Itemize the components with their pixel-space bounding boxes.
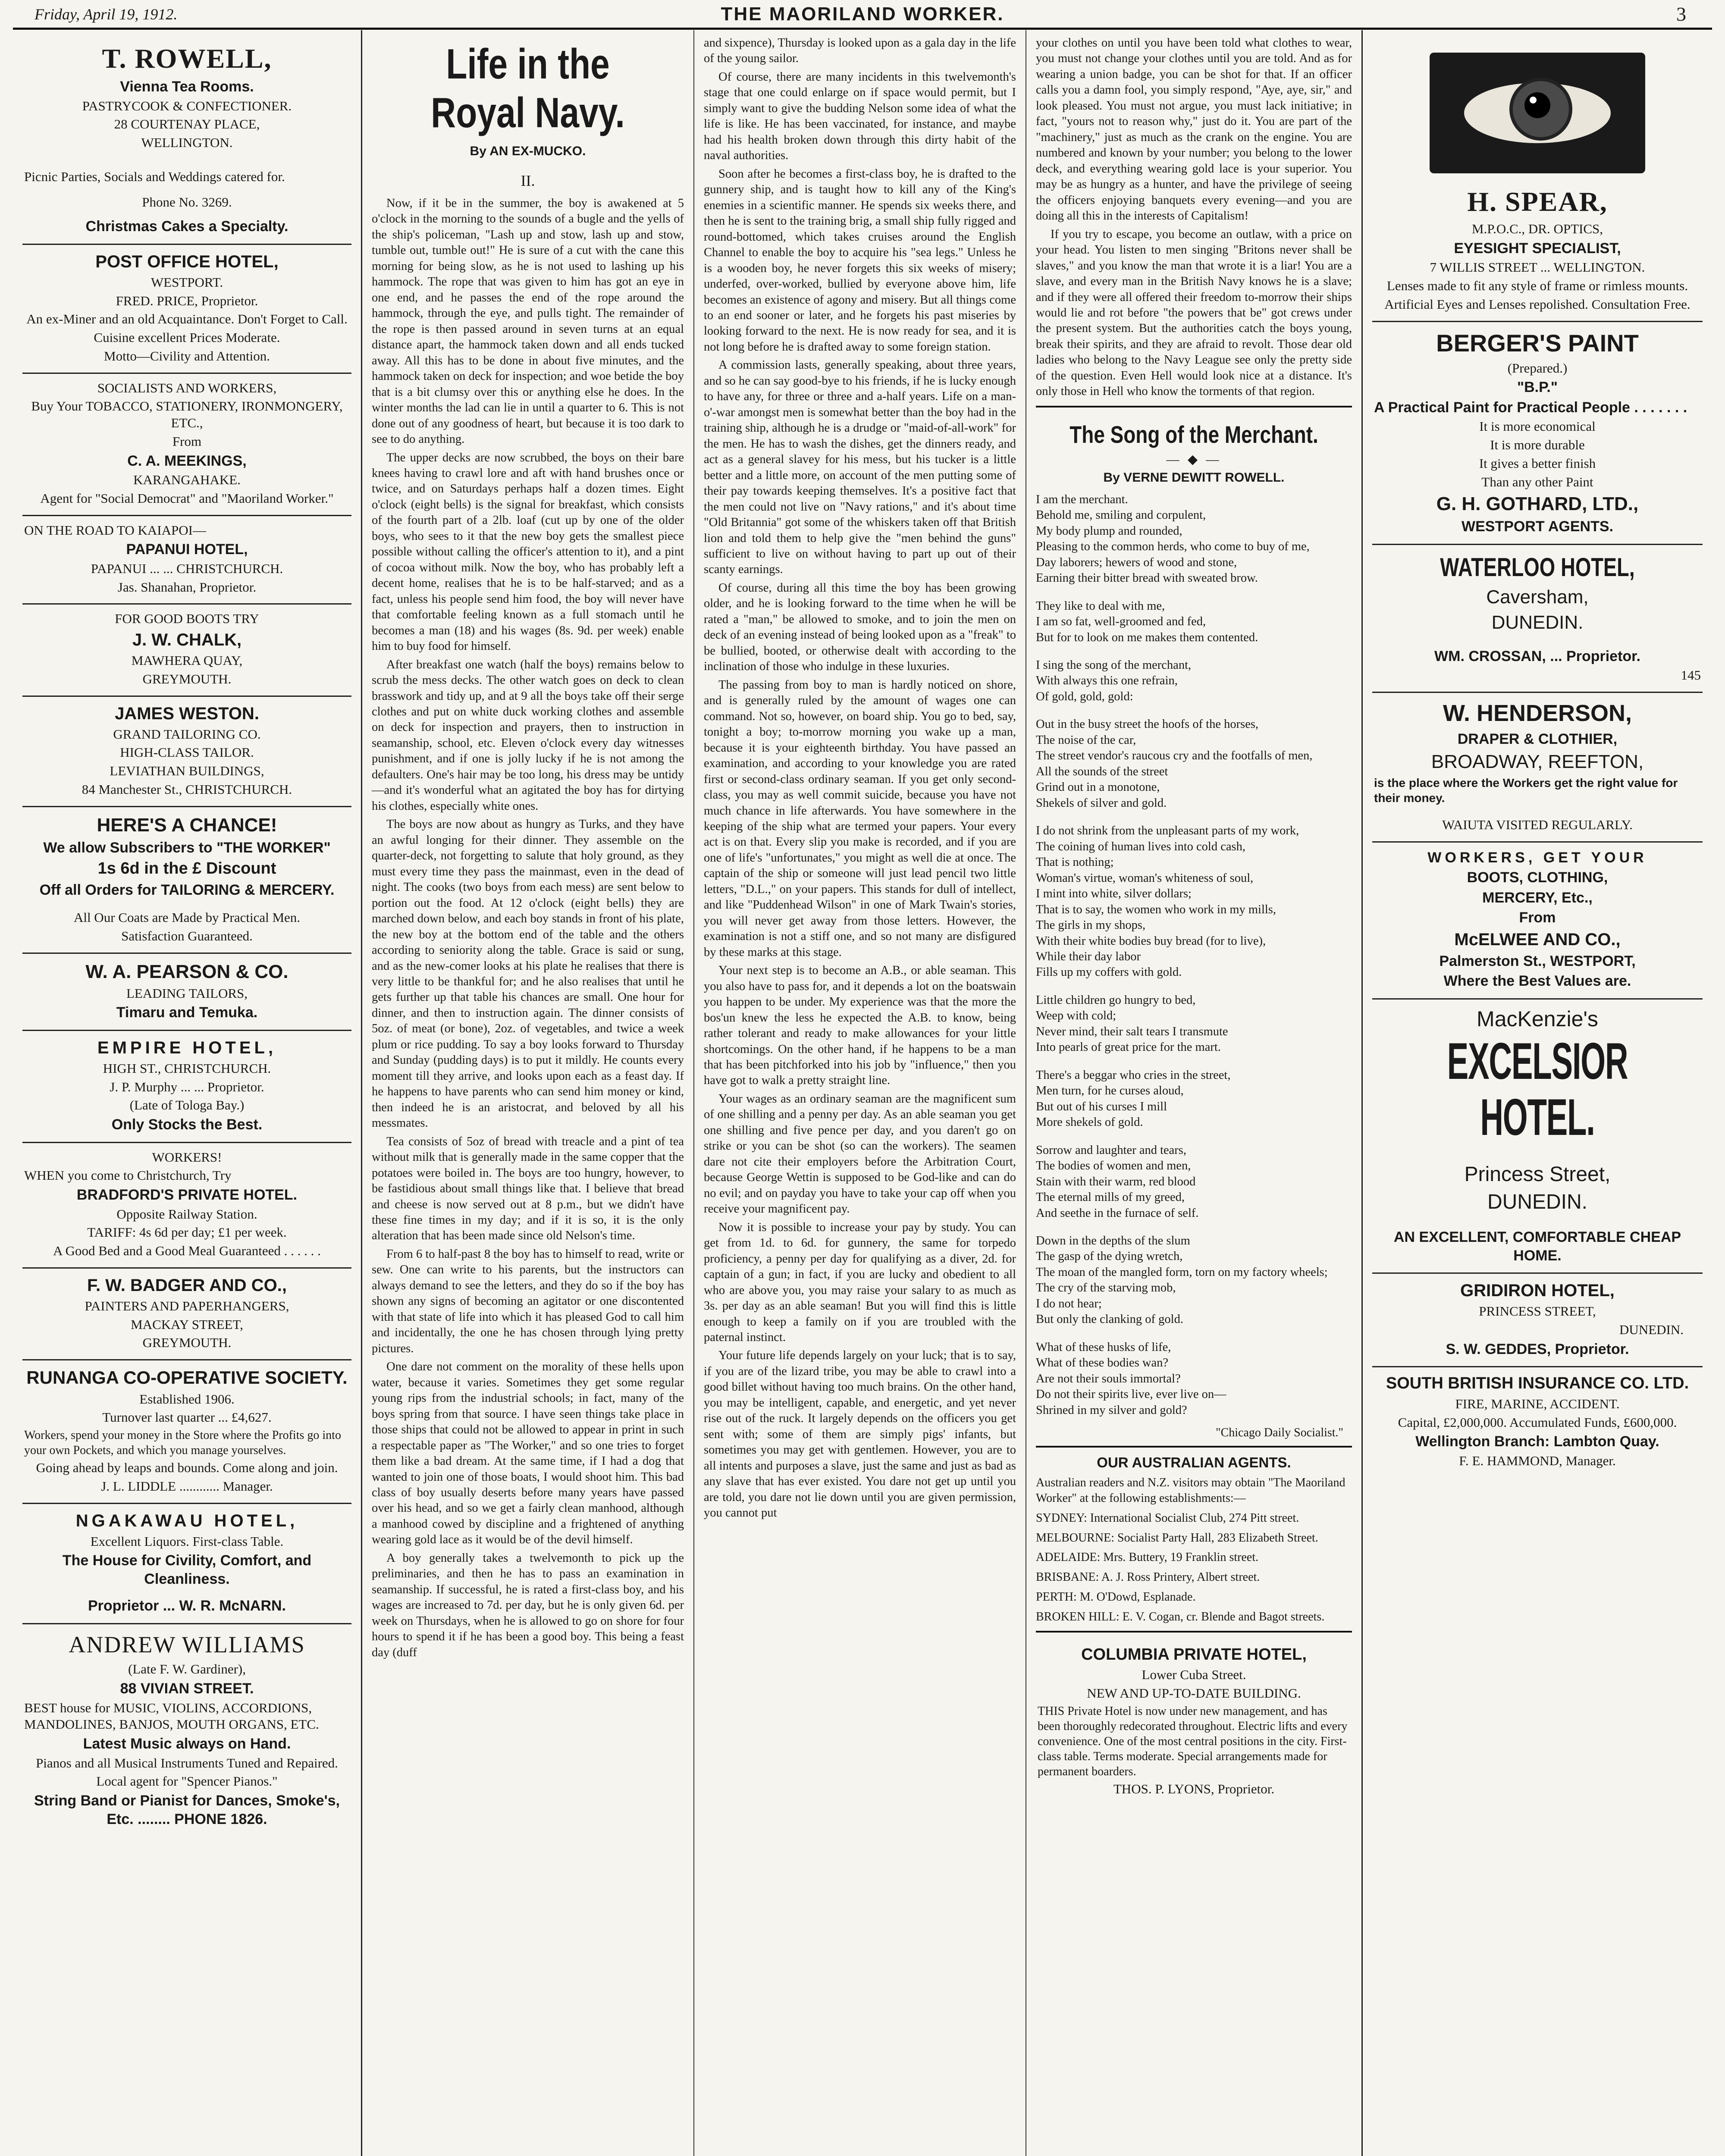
chance-l5: Satisfaction Guaranteed.	[121, 928, 253, 943]
poem-line: With always this one refrain,	[1036, 674, 1178, 688]
ad-mcelwee	[1372, 843, 1703, 1000]
ngakawau-prop: Proprietor ... W. R. McNARN.	[88, 1598, 286, 1614]
poem-line: Shrined in my silver and gold?	[1036, 1403, 1187, 1417]
poem-line: Out in the busy street the hoofs of the horses,	[1036, 718, 1259, 731]
williams-l4: Local agent for "Spencer Pianos."	[96, 1774, 278, 1789]
paragraph: If you try to escape, you become an outlaw, with a price on your head. You listen to men singing "Britons never shall be slaves," and you know the man that wrote it is a liar! You are a slave, and every man in the British Navy knows he is a slave; and if they were all offered their freedom to-morrow their ships would lie and rot before "the powers that be" got crews under the present system. But the authorities catch the boys young, break their spirits, and they are afraid to revolt. Those dear old ladies who belong to the Navy League see only the pretty side of the question. Even Hell would look nice at a distance. It's only those in Hell who know the torments of that region.	[1036, 227, 1352, 398]
runanga-est: Established 1906.	[139, 1391, 235, 1407]
ad-columbia-hotel	[1036, 1639, 1352, 1805]
papanui-l2: PAPANUI ... ... CHRISTCHURCH.	[91, 561, 283, 576]
paragraph: From 6 to half-past 8 the boy has to himself to read, write or sew. One can write to his parents, but the instructors can always demand to see the letters, and they do so if the boy has shown any signs of becoming an agitator or one discontented with that state of life into which it has pleased God to call him and incidentally, the one he has chosen through lying pretty pictures.	[372, 1247, 684, 1355]
australian-agents	[1036, 1454, 1352, 1625]
poem-line: I do not hear;	[1036, 1297, 1102, 1310]
williams-l1: BEST house for MUSIC, VIOLINS, ACCORDIONS, MANDOLINES, BANJOS, MOUTH ORGANS, ETC.	[24, 1700, 319, 1732]
post-town: WESTPORT.	[151, 274, 223, 290]
divider	[1036, 406, 1352, 407]
poem-line: There's a beggar who cries in the street,	[1036, 1068, 1231, 1082]
ad-williams	[22, 1624, 351, 1836]
poem-line: But out of his curses I mill	[1036, 1100, 1167, 1113]
ad-gridiron-hotel	[1372, 1274, 1703, 1367]
poem-line: Shekels of silver and gold.	[1036, 796, 1167, 810]
ad-papanui-hotel	[22, 516, 351, 605]
poem-stanza	[1036, 1233, 1352, 1328]
runanga-l2: Workers, spend your money in the Store where the Profits go into your own Pockets, and which you manage yourselves.	[24, 1429, 341, 1457]
rowell-addr: 28 COURTENAY PLACE,	[114, 116, 260, 132]
poem-stanza	[1036, 599, 1352, 646]
article-byline: By AN EX-MUCKO.	[470, 144, 586, 158]
spear-name: H. SPEAR,	[1467, 186, 1608, 217]
chance-l2: 1s 6d in the £ Discount	[97, 859, 276, 877]
chance-head: HERE'S A CHANCE!	[97, 814, 277, 836]
poem-stanza	[1036, 658, 1352, 705]
poem-line: Earning their bitter bread with sweated brow.	[1036, 571, 1258, 585]
ornament: — ◆ —	[1166, 452, 1222, 467]
divider	[1036, 1446, 1352, 1448]
berger-l5: Than any other Paint	[1481, 474, 1593, 489]
poem-line: Pleasing to the common herds, who come to buy of me,	[1036, 540, 1310, 554]
chance-l3: Off all Orders for TAILORING & MERCERY.	[39, 881, 335, 898]
williams-l3: Pianos and all Musical Instruments Tuned and Repaired.	[36, 1755, 338, 1771]
ad-south-british-insurance	[1372, 1367, 1703, 1477]
spear-quals: M.P.O.C., DR. OPTICS,	[1471, 221, 1603, 236]
poem-stanza	[1036, 492, 1352, 586]
paragraph: The upper decks are now scrubbed, the boys on their bare knees having to crawl lore and aft with hand brushes once or twice, and on Saturdays perhaps half a dozen times. Eight o'clock (eight bells) is the signal for breakfast, which consists of the fourth part of a 2lb. loaf (cut up by one of the older boys, who sees to it that the new boy gets the smallest piece possible without calling the officer's attention to it), and a pint of cocoa without milk. Now the boy, who has probably left a decent home, realises that he is to be half-starved; and as a fact, unless his people send him food, the boy will never have that comfortable feeling known as a full stomach until he becomes a man (18) and his wages (8s. 9d. per week) enable him to buy food for himself.	[372, 451, 684, 653]
poem-line: That is to say, the women who work in my mills,	[1036, 903, 1276, 916]
ngakawau-l1: Excellent Liquors. First-class Table.	[90, 1533, 284, 1549]
paragraph: Now it is possible to increase your pay by study. You can get from 1d. to 6d. for gunnery, the same for torpedo proficiency, a penny per day for qualifying as a diver, 2d. for captain of a gun; in fact, if you are lucky and obedient to all who are above you, you may raise your salary to as much as 3s. per day as an able seaman! But you will find this is little enough to keep a family on if you are troubled with the paternal instinct.	[704, 1220, 1016, 1344]
bradford-l4: A Good Bed and a Good Meal Guaranteed . . . . . .	[53, 1243, 321, 1258]
agent-entry: BROKEN HILL: E. V. Cogan, cr. Blende and Bagot streets.	[1036, 1610, 1325, 1623]
poem-line: Little children go hungry to bed,	[1036, 993, 1196, 1007]
article-column-1	[362, 30, 694, 2156]
ad-excelsior-hotel	[1372, 1000, 1703, 1274]
meekings-town: KARANGAHAKE.	[133, 472, 241, 487]
excelsior-street: Princess Street,	[1464, 1163, 1611, 1186]
bradford-head: WORKERS!	[152, 1149, 222, 1165]
excelsior-city: DUNEDIN.	[1487, 1191, 1587, 1214]
mcelwee-l1: WORKERS, GET YOUR	[1427, 849, 1647, 866]
williams-late: (Late F. W. Gardiner),	[128, 1661, 246, 1677]
post-name: POST OFFICE HOTEL,	[95, 252, 279, 271]
runanga-l1: Turnover last quarter ... £4,627.	[102, 1410, 272, 1425]
poem-stanza	[1036, 993, 1352, 1056]
poem-stanza	[1036, 1143, 1352, 1221]
poem-line: That is nothing;	[1036, 856, 1114, 869]
chalk-addr: MAWHERA QUAY,	[131, 653, 243, 668]
agents-intro: Australian readers and N.Z. visitors may obtain "The Maoriland Worker" at the following establishments:—	[1036, 1476, 1346, 1505]
badger-name: F. W. BADGER AND CO.,	[87, 1275, 287, 1295]
poem-line: The street vendor's raucous cry and the footfalls of men,	[1036, 749, 1313, 763]
paragraph: Your next step is to become an A.B., or able seaman. This you also have to pass for, and it depends a lot on the boatswain you happen to be under. My experience was that the more the bos'un knew the less he expected the A.B. to know, being rather tolerant and ready to make allowances for your little shortcomings. On the other hand, if he happens to be a man that has been pitchforked into his job by "influence," then you have got to walk a pretty straight line.	[704, 964, 1016, 1087]
berger-l3: It is more durable	[1490, 437, 1585, 452]
poem-line: The moan of the mangled form, torn on my factory wheels;	[1036, 1265, 1328, 1279]
rowell-phone: Phone No. 3269.	[142, 194, 232, 210]
paragraph: The boys are now about as hungry as Turks, and they have an awful longing for their dinner. They assemble on the quarter-deck, not forgetting to salute that holy ground, as they must every time they pass the mainmast, even in the dead of night. The cooks (two boys from each mess) are sent below to portion out the food. At 12 o'clock (eight bells) they are marched down below, and each boy stands in front of his plate, the new boy at the bottom end of the table and the others according to seniority along the table. Grace is said or sung, and as the new-comer looks at his plate he realises that there is very little to be thankful for; and he also realises that until he gets further up that table his chances are small. One hour for dinner, and then to instruction again. The dinner consists of 5oz. of meat (or bone), 2oz. of vegetables, and twice a week plum or rice pudding. To say a boy looks forward to Thursday and Sunday (pudding days) is to put it mildly. He counts every moment till they arrive, and looks upon each as a feast day. If he happens to have parents who can send him money or kind, then indeed he is an aristocrat, and beloved by all his messmates.	[372, 818, 684, 1130]
agent-entry: BRISBANE: A. J. Ross Printery, Albert street.	[1036, 1570, 1260, 1584]
spear-l2: Artificial Eyes and Lenses repolished. Consultation Free.	[1384, 296, 1690, 312]
mcelwee-l4: Where the Best Values are.	[1443, 973, 1631, 990]
poem-line: Behold me, smiling and corpulent,	[1036, 508, 1206, 522]
page-header	[13, 3, 1712, 30]
spear-l1: Lenses made to fit any style of frame or rimless mounts.	[1386, 278, 1688, 293]
masthead: THE MAORILAND WORKER.	[721, 3, 1004, 25]
meekings-l2: Buy Your TOBACCO, STATIONERY, IRONMONGERY, ETC.,	[31, 398, 343, 430]
post-prop: FRED. PRICE, Proprietor.	[116, 293, 258, 308]
bradford-name: BRADFORD'S PRIVATE HOTEL.	[76, 1187, 298, 1203]
empire-addr: HIGH ST., CHRISTCHURCH.	[103, 1060, 271, 1076]
poem-line: The cry of the starving mob,	[1036, 1281, 1176, 1295]
waterloo-name: WATERLOO HOTEL,	[1440, 552, 1635, 582]
poem-stanza	[1036, 823, 1352, 981]
chalk-town: GREYMOUTH.	[142, 671, 232, 686]
ngakawau-name: NGAKAWAU HOTEL,	[75, 1511, 298, 1530]
poem-line: Stain with their warm, red blood	[1036, 1175, 1196, 1188]
berger-bp: "B.P."	[1517, 379, 1558, 396]
chalk-name: J. W. CHALK,	[132, 630, 242, 649]
paragraph: and sixpence), Thursday is looked upon as a gala day in the life of the young sailor.	[704, 36, 1016, 66]
chance-l4: All Our Coats are Made by Practical Men.	[73, 910, 301, 925]
meekings-l1: SOCIALISTS AND WORKERS,	[97, 380, 277, 395]
article-column-2	[694, 30, 1026, 2156]
weston-l3: LEVIATHAN BUILDINGS,	[110, 763, 264, 778]
berger-prep: (Prepared.)	[1507, 360, 1568, 376]
paragraph: Tea consists of 5oz of bread with treacle and a pint of tea without milk that is generally made in the same copper that the potatoes were boiled in. The boys are too hungry, however, to be fastidious about small things like that. I believe that bread and cheese is now served out at 8 p.m., but we didn't have these fine times in my day; and if it is so, it is the only alteration that has been made since old Nelson's time.	[372, 1134, 684, 1243]
berger-l2: It is more economical	[1479, 419, 1596, 434]
article-body-2	[704, 35, 1016, 1521]
ad-berger-paint	[1372, 322, 1703, 545]
gridiron-name: GRIDIRON HOTEL,	[1460, 1281, 1615, 1300]
rowell-name: T. ROWELL,	[102, 43, 272, 74]
agent-entry: MELBOURNE: Socialist Party Hall, 283 Elizabeth Street.	[1036, 1531, 1318, 1545]
poem-line: Fills up my coffers with gold.	[1036, 965, 1182, 979]
mcelwee-l3: MERCERY, Etc.,	[1482, 889, 1593, 906]
rowell-trade: PASTRYCOOK & CONFECTIONER.	[82, 98, 292, 113]
williams-name: ANDREW WILLIAMS	[69, 1631, 305, 1658]
badger-town: GREYMOUTH.	[142, 1335, 232, 1351]
bradford-l3: TARIFF: 4s 6d per day; £1 per week.	[87, 1225, 287, 1240]
poem-line: Woman's virtue, woman's whiteness of soul,	[1036, 871, 1254, 885]
columbia-prop: THOS. P. LYONS, Proprietor.	[1113, 1781, 1275, 1796]
gridiron-street: PRINCESS STREET,	[1479, 1304, 1596, 1319]
runanga-l3: Going ahead by leaps and bounds. Come along and join.	[36, 1460, 338, 1475]
chance-l1: We allow Subscribers to "THE WORKER"	[43, 839, 331, 856]
ad-waterloo-hotel	[1372, 545, 1703, 693]
berger-name: BERGER'S PAINT	[1436, 329, 1639, 357]
poem-line: More shekels of gold.	[1036, 1116, 1143, 1129]
paragraph: Of course, during all this time the boy has been growing older, and he is looking forward to the time when he will be rated a "man," be allowed to smoke, and to join the men on deck of an evening instead of being looked upon as a "freak" to be bullied, booted, or otherwise dealt with according to the inclination of those who indulge in these luxuries.	[704, 581, 1016, 674]
poem-line: The bodies of women and men,	[1036, 1159, 1191, 1173]
article-section: II.	[521, 172, 535, 189]
poem-line: And seethe in the furnace of self.	[1036, 1206, 1199, 1220]
badger-l2: MACKAY STREET,	[131, 1316, 243, 1332]
poem-line: All the sounds of the street	[1036, 765, 1168, 778]
ad-bradford	[22, 1143, 351, 1269]
article-title: Life in the Royal Navy.	[431, 40, 625, 136]
papanui-prop: Jas. Shanahan, Proprietor.	[117, 579, 257, 595]
paragraph: Of course, there are many incidents in this twelvemonth's stage that one could enlarge on if space would permit, but I simply want to give the budding Nelson some idea of what the life is like. He has been vaccinated, for instance, and maybe had his health broken down through this dirty habit of the naval authorities.	[704, 70, 1016, 163]
excelsior-owner: MacKenzie's	[1477, 1006, 1598, 1031]
ad-meekings	[22, 374, 351, 516]
poem-stanza	[1036, 717, 1352, 811]
poem-column	[1026, 30, 1363, 2156]
meekings-agent: Agent for "Social Democrat" and "Maoriland Worker."	[40, 490, 334, 506]
paragraph: Soon after he becomes a first-class boy, he is drafted to the gunnery ship, and is taught how to kill any of the King's enemies in a scientific manner. He spends six weeks there, and then he is sent to the training brig, a small ship fully rigged and round-bottomed, which takes cruises around the English Channel to enable the boy to acquire his "sea legs." Unless he is a wooden boy, he never forgets this six weeks of misery; underfed, over-worked, bullied by everyone above him, life becomes an existence of agony and misery. But all things come to an end sooner or later, and he forgets his past miseries by looking forward to the next. He is now ready for sea, and it is not long before he is drafted away to some foreign station.	[704, 167, 1016, 354]
insurance-l3: Wellington Branch: Lambton Quay.	[1415, 1433, 1659, 1450]
columbia-addr: Lower Cuba Street.	[1142, 1667, 1246, 1683]
paragraph: Now, if it be in the summer, the boy is awakened at 5 o'clock in the morning to the sounds of a bugle and the yells of the ship's policeman, "Lash up and stow, lash up and stow, tumble out, tumble out!" He is sure of a cut with the cane this morning for being slow, as he is not used to lashing up his hammock. The rope that was given to him has got an eye in one end, and he passes the end of the rope around the hammock, through the eye, and pulls tight. The remainder of the rope is then passed around in seven turns at an equal distance apart, the hammock taken down and all ends tucked away. All this has to be done in about five minutes, and the hammock taken on deck for inspection; and woe betide the boy that is a bit clumsy over this or anything else he does. In the winter months the lad can lie in until a quarter to 6. This is not done out of any goodness of heart, but because it is too dark to see to do anything.	[372, 197, 684, 446]
chalk-l1: FOR GOOD BOOTS TRY	[115, 611, 259, 627]
poem-title: The Song of the Merchant.	[1070, 420, 1318, 448]
rowell-rooms: Vienna Tea Rooms.	[120, 78, 254, 95]
insurance-name: SOUTH BRITISH INSURANCE CO. LTD.	[1386, 1374, 1689, 1393]
ad-chalk	[22, 605, 351, 696]
weston-name: JAMES WESTON.	[115, 704, 259, 723]
issue-date: Friday, April 19, 1912.	[34, 6, 178, 23]
divider	[1036, 1631, 1352, 1633]
ngakawau-l2: The House for Civility, Comfort, and Cleanliness.	[62, 1552, 312, 1587]
empire-late: (Late of Tologa Bay.)	[129, 1097, 245, 1113]
pearson-l1: LEADING TAILORS,	[126, 985, 248, 1001]
empire-stock: Only Stocks the Best.	[111, 1116, 263, 1133]
poem-line: What of these husks of life,	[1036, 1340, 1171, 1354]
poem-byline: By VERNE DEWITT ROWELL.	[1103, 470, 1285, 485]
ad-weston	[22, 697, 351, 807]
poem-line: Into pearls of great price for the mart.	[1036, 1040, 1221, 1054]
poem-line: Do not their spirits live, ever live on—	[1036, 1388, 1226, 1401]
waterloo-city: DUNEDIN.	[1491, 611, 1584, 633]
paragraph: After breakfast one watch (half the boys) remains below to scrub the mess decks. The other watch goes on deck to clean brasswork and tidy up, and at 9 all the boys take off their serge clothes and put on white duck working clothes and assemble on deck for inspection and prayers, then to instruction in seamanship, school, etc. Eleven o'clock every day witnesses punishment, and if one is jolly lucky if he is not among the defaulters. One's hair may be too long, his dress may be untidy—and it's wonderful what an agitated the boy has for dirtying his clothes, especially white ones.	[372, 658, 684, 813]
bradford-l1: WHEN you come to Christchurch, Try	[24, 1168, 232, 1183]
badger-l1: PAINTERS AND PAPERHANGERS,	[85, 1298, 289, 1313]
rowell-city: WELLINGTON.	[141, 135, 233, 150]
poem-line: Down in the depths of the slum	[1036, 1234, 1190, 1247]
rowell-picnic: Picnic Parties, Socials and Weddings catered for.	[24, 169, 285, 184]
williams-addr: 88 VIVIAN STREET.	[120, 1680, 254, 1697]
poem-line: I am the merchant.	[1036, 492, 1128, 506]
williams-l2: Latest Music always on Hand.	[83, 1736, 291, 1752]
poem-line: But only the clanking of gold.	[1036, 1313, 1183, 1326]
excelsior-name2: HOTEL.	[1480, 1088, 1595, 1147]
insurance-l1: FIRE, MARINE, ACCIDENT.	[1455, 1396, 1620, 1411]
ad-runanga	[22, 1360, 351, 1504]
henderson-l3: is the place where the Workers get the right value for their money.	[1374, 776, 1678, 805]
poem-line: They like to deal with me,	[1036, 599, 1165, 613]
henderson-name: W. HENDERSON,	[1443, 700, 1632, 726]
poem-line: But for to look on me makes them contented.	[1036, 630, 1258, 644]
henderson-l2: BROADWAY, REEFTON,	[1431, 751, 1644, 772]
insurance-l2: Capital, £2,000,000. Accumulated Funds, £600,000.	[1398, 1414, 1677, 1430]
henderson-l4: WAIUTA VISITED REGULARLY.	[1442, 817, 1633, 832]
berger-agent: G. H. GOTHARD, LTD.,	[1436, 493, 1639, 515]
poem-source: "Chicago Daily Socialist."	[1216, 1426, 1343, 1440]
henderson-l1: DRAPER & CLOTHIER,	[1457, 730, 1618, 747]
agent-entry: PERTH: M. O'Dowd, Esplanade.	[1036, 1590, 1196, 1604]
ad-henderson	[1372, 693, 1703, 843]
excelsior-l1: AN EXCELLENT, COMFORTABLE CHEAP HOME.	[1393, 1229, 1681, 1264]
spear-addr: 7 WILLIS STREET ... WELLINGTON.	[1430, 260, 1645, 275]
insurance-l4: F. E. HAMMOND, Manager.	[1459, 1453, 1616, 1468]
poem-line: I am so fat, well-groomed and fed,	[1036, 615, 1206, 629]
empire-prop: J. P. Murphy ... ... Proprietor.	[110, 1079, 264, 1094]
weston-l1: GRAND TAILORING CO.	[113, 726, 261, 742]
poem-line: Day laborers; hewers of wood and stone,	[1036, 555, 1237, 569]
poem-body	[1036, 492, 1352, 1418]
pearson-name: W. A. PEARSON & CO.	[85, 961, 289, 982]
mcelwee-l2: BOOTS, CLOTHING,	[1467, 869, 1608, 886]
gridiron-city: DUNEDIN.	[1619, 1322, 1684, 1337]
poem-line: I mint into white, silver dollars;	[1036, 887, 1192, 901]
paragraph: Your wages as an ordinary seaman are the magnificent sum of one shilling and a penny per day. As an able seaman you get one shilling and five pence per day, and you daren't go on strike or you can be shot (so can the workers). The seamen dare not cite their employers before the Arbitration Court, because George Wettin is supposed to be God-like and can do no evil; and on payday you have to take your cap off when you receive your magnificent pay.	[704, 1092, 1016, 1216]
berger-l1: A Practical Paint for Practical People . . . . . . .	[1374, 399, 1687, 416]
waterloo-town: Caversham,	[1486, 586, 1589, 608]
poem-line: I do not shrink from the unpleasant parts of my work,	[1036, 824, 1299, 838]
runanga-mgr: J. L. LIDDLE ............ Manager.	[101, 1478, 273, 1494]
ad-column-left	[13, 30, 362, 2156]
poem-line: The coining of human lives into cold cash,	[1036, 840, 1245, 853]
ad-post-office-hotel	[22, 245, 351, 374]
article-body-3	[1036, 35, 1352, 400]
paragraph: A boy generally takes a twelvemonth to pick up the preliminaries, and then he has to pass an examination in seamanship. If successful, he is rated a first-class boy, and his wages are increased to 7d. per day, but he is only given 6d. per week on Thursdays, when he is allowed to go on shore for four hours to spend it if he has been a good boy. This being a feast day (duff	[372, 1551, 684, 1659]
waterloo-num: 145	[1681, 667, 1701, 683]
poem-line: My body plump and rounded,	[1036, 524, 1182, 538]
paragraph: your clothes on until you have been told what clothes to wear, you must not change your clothes until you are told. And as for wearing a union badge, you can be shot for that. If an officer calls you a damn fool, you simply respond, "Aye, aye, sir," and look pleased. You must not argue, you must lack initiative; in fact, "yours not to reason why," just do it. You are part of the "machinery," just as much as the crank on the engine. You are numbered and known by your number; you belong to the lower deck, and everything wearing gold lace is your superior. You may be as hungry as a hunter, and have the privilege of seeing the officers enjoying banquets every evening—and you are doing all this in the interests of Capitalism!	[1036, 36, 1352, 223]
poem-line: What of these bodies wan?	[1036, 1356, 1169, 1370]
excelsior-name1: EXCELSIOR	[1447, 1032, 1628, 1091]
papanui-name: PAPANUI HOTEL,	[126, 541, 248, 558]
poem-line: Of gold, gold, gold:	[1036, 689, 1133, 703]
poem-line: Sorrow and laughter and tears,	[1036, 1143, 1187, 1157]
poem-line: The gasp of the dying wretch,	[1036, 1250, 1183, 1263]
mcelwee-addr: Palmerston St., WESTPORT,	[1439, 953, 1636, 969]
article-body-1	[372, 196, 684, 1661]
agents-title: OUR AUSTRALIAN AGENTS.	[1097, 1454, 1291, 1471]
mcelwee-from: From	[1519, 909, 1556, 926]
ad-spear	[1372, 35, 1703, 322]
meekings-name: C. A. MEEKINGS,	[127, 452, 247, 469]
poem-stanza	[1036, 1068, 1352, 1131]
columbia-l1: NEW AND UP-TO-DATE BUILDING.	[1087, 1686, 1301, 1701]
runanga-name: RUNANGA CO-OPERATIVE SOCIETY.	[26, 1367, 348, 1388]
poem-line: Grind out in a monotone,	[1036, 780, 1160, 794]
post-l3: Motto—Civility and Attention.	[104, 348, 270, 364]
poem-line: Weep with cold;	[1036, 1009, 1117, 1023]
post-l2: Cuisine excellent Prices Moderate.	[94, 330, 280, 345]
ad-badger	[22, 1269, 351, 1360]
weston-l4: 84 Manchester St., CHRISTCHURCH.	[82, 781, 292, 797]
poem-stanza	[1036, 1340, 1352, 1418]
bradford-l2: Opposite Railway Station.	[116, 1206, 257, 1222]
berger-l4: It gives a better finish	[1479, 455, 1596, 471]
williams-l5: String Band or Pianist for Dances, Smoke's, Etc. ........ PHONE 1826.	[34, 1792, 340, 1827]
weston-l2: HIGH-CLASS TAILOR.	[120, 745, 254, 760]
paragraph: A commission lasts, generally speaking, about three years, and so he can say good-bye to his friends, if he is lucky enough to have any, for three or three and a-half years. Life on a man-o'-war amongst men is somewhat better than the boy had in the training ship, although he is a drudge or "maid-of-all-work" for the men. He has to wash the dishes, get the dinners ready, and act as a general slavey for his mess, but his tucker is a little better and a little more, on account of the men putting some of their pay towards keeping themselves. It's a positive fact that the men could not live on "Navy rations," and it's about time "Old Britannia" got some of the whiskers taken off that British lion and told them to help give the "men behind the guns" sufficient to live on without having to part up out of their scanty earnings.	[704, 358, 1016, 577]
ad-empire-hotel	[22, 1031, 351, 1143]
post-l1: An ex-Miner and an old Acquaintance. Don't Forget to Call.	[26, 311, 348, 327]
ad-column-right	[1363, 30, 1712, 2156]
poem-line: Men turn, for he curses aloud,	[1036, 1084, 1184, 1098]
ad-rowell	[22, 35, 351, 245]
ad-pearson	[22, 954, 351, 1031]
pearson-l2: Timaru and Temuka.	[116, 1004, 258, 1021]
berger-agents: WESTPORT AGENTS.	[1462, 518, 1613, 535]
agent-entry: SYDNEY: International Socialist Club, 274 Pitt street.	[1036, 1511, 1299, 1525]
agent-entry: ADELAIDE: Mrs. Buttery, 19 Franklin street.	[1036, 1551, 1259, 1564]
empire-name: EMPIRE HOTEL,	[97, 1038, 277, 1057]
poem-line: Are not their souls immortal?	[1036, 1372, 1181, 1385]
paragraph: Your future life depends largely on your luck; that is to say, if you are of the lizard tribe, you may be able to crawl into a good billet without having too much brains. On the other hand, you may be intelligent, capable, and energetic, and yet never rise out of the ruck. It largely depends on the officers you get sent with; some of them are simply pigs' infants, but sometimes you may get with gentlemen. However, you are to all intents and purposes a slave, just the same and just as bad as any slave that has ever existed. You dare not get up until you are told, you dare not lie down until you are given permission, you cannot put	[704, 1349, 1016, 1520]
columbia-name: COLUMBIA PRIVATE HOTEL,	[1081, 1645, 1307, 1664]
papanui-l1: ON THE ROAD TO KAIAPOI—	[24, 522, 206, 538]
poem-line: While their day labor	[1036, 950, 1141, 963]
mcelwee-name: McELWEE AND CO.,	[1454, 930, 1621, 949]
waterloo-prop: WM. CROSSAN, ... Proprietor.	[1434, 648, 1640, 664]
poem-line: I sing the song of the merchant,	[1036, 658, 1192, 672]
rowell-xmas: Christmas Cakes a Specialty.	[85, 218, 289, 235]
poem-line: With their white bodies buy bread (for to live),	[1036, 934, 1266, 948]
gridiron-prop: S. W. GEDDES, Proprietor.	[1446, 1341, 1629, 1357]
eye-illustration	[1430, 53, 1645, 173]
poem-line: The noise of the car,	[1036, 733, 1136, 747]
columbia-l2: THIS Private Hotel is now under new management, and has been thoroughly redecorated throughout. Electric lifts and every convenience. One of the most central positions in the city. First-class table. Terms moderate. Special arrangements made for permanent boarders.	[1038, 1704, 1348, 1778]
page-number: 3	[1676, 3, 1686, 25]
poem-line: The girls in my shops,	[1036, 918, 1146, 932]
ad-ngakawau	[22, 1504, 351, 1624]
poem-line: The eternal mills of my greed,	[1036, 1191, 1185, 1204]
poem-line: Never mind, their salt tears I transmute	[1036, 1025, 1228, 1038]
paragraph: The passing from boy to man is hardly noticed on shore, and is generally ruled by the amount of wages one can command. Not so, however, on board ship. You go to bed, say, tonight a boy; to-morrow morning you wake up a man, because it is your eighteenth birthday. You have passed an examination, and according to your knowledge you are rated first or second-class ordinary seaman. If you get only second-class, you may as well commit suicide, because you have not much chance in life afterwards. You have somewhere in the keeping of the ship what are termed your papers. Your every act is on that. Every slip you make is recorded, and if you are one of life's "unfortunates," you might as well die at once. The captain of the ship or someone will just lead pencil two little letters, "D.L.," on your papers. This stands for dull of intellect, and like "Puddenhead Wilson" in one of Mark Twain's stories, you will never get away from those letters. However, the examination is not a stiff one, and so not many are disfigured by these marks at this stage.	[704, 678, 1016, 959]
spear-title: EYESIGHT SPECIALIST,	[1454, 240, 1621, 257]
meekings-from: From	[172, 433, 202, 449]
ad-chance	[22, 807, 351, 954]
paragraph: One dare not comment on the morality of these hells upon water, because it varies. Sometimes they get some regular young rips from the industrial schools; in fact, many of the boys spring from that source. I have seen things take place in those ships that could not be allowed to appear in print in such a respectable paper as "The Worker," and so one tries to forget them like a bad dream. At the same time, if I had a dog that wanted to join one of those boats, I would shoot him. This bad class of boy usually deserts before many years have passed over his head, and so we get a fairly clean manhood, although a manhood cowed by discipline and a frightened of anything wearing gold lace as it would be of the devil himself.	[372, 1360, 684, 1547]
